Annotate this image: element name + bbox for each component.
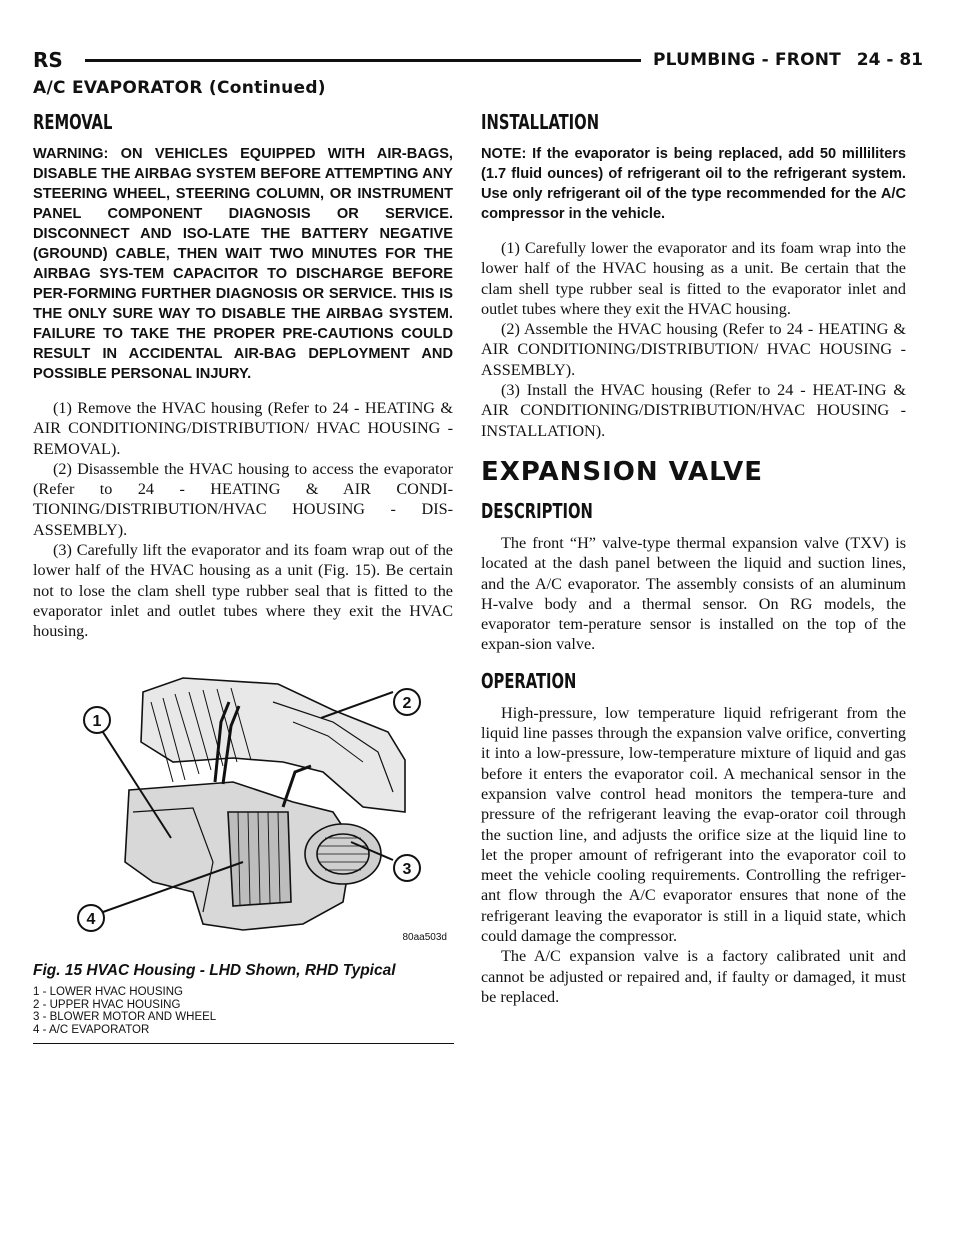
continued-title: A/C EVAPORATOR (Continued)	[33, 78, 326, 98]
removal-step-3: (3) Carefully lift the evaporator and its foam wrap out of the lower half of the HVAC housing as a unit (Fig. 15). Be certain not to lose the clam shell type rubber seal that is fitted to the evaporator inlet and outlet tubes where they exit the HVAC housing.	[33, 541, 453, 641]
legend-item: 3 - BLOWER MOTOR AND WHEEL	[33, 1011, 217, 1023]
installation-heading: INSTALLATION	[481, 110, 600, 134]
header-section-title: PLUMBING - FRONT	[653, 50, 841, 70]
installation-step-2: (2) Assemble the HVAC housing (Refer to 24 - HEATING & AIR CONDITIONING/DISTRIBUTION/ HVAC HOUSING - ASSEMBLY).	[481, 320, 906, 379]
hvac-housing-figure	[33, 662, 453, 944]
page-header	[33, 44, 929, 74]
legend-item: 1 - LOWER HVAC HOUSING	[33, 986, 183, 998]
removal-step-1: (1) Remove the HVAC housing (Refer to 24 - HEATING & AIR CONDITIONING/DISTRIBUTION/ HVAC HOUSING - REMOVAL).	[33, 399, 453, 458]
figure-code: 80aa503d	[402, 932, 447, 943]
operation-heading: OPERATION	[481, 668, 577, 693]
oil-note: NOTE: If the evaporator is being replaced, add 50 milliliters (1.7 fluid ounces) of refrigerant oil to the refrigerant system. Use only refrigerant oil of the type recommended for the A/C compressor in the vehicle.	[481, 146, 906, 222]
removal-heading: REMOVAL	[33, 110, 113, 134]
figure-caption: Fig. 15 HVAC Housing - LHD Shown, RHD Typical	[33, 962, 396, 979]
left-column	[33, 110, 453, 642]
installation-step-1: (1) Carefully lower the evaporator and its foam wrap into the lower half of the HVAC housing as a unit. Be certain that the clam shell type rubber seal is fitted to the evaporator inlet and outlet tubes where they exit the HVAC housing.	[481, 239, 906, 318]
right-column	[481, 110, 906, 1007]
callout-4: 4	[86, 911, 96, 928]
description-heading: DESCRIPTION	[481, 498, 593, 523]
header-page-number: 24 - 81	[856, 50, 923, 70]
operation-text-2: The A/C expansion valve is a factory calibrated unit and cannot be adjusted or repaired and, if faulty or damaged, it must be replaced.	[481, 947, 906, 1006]
header-manual-code: RS	[33, 48, 63, 72]
legend-item: 4 - A/C EVAPORATOR	[33, 1023, 150, 1036]
figure-rule	[33, 1043, 454, 1044]
header-rule	[85, 59, 641, 62]
expansion-valve-title: EXPANSION VALVE	[481, 456, 764, 487]
airbag-warning: WARNING: ON VEHICLES EQUIPPED WITH AIR-BAGS, DISABLE THE AIRBAG SYSTEM BEFORE ATTEMPTING ANY STEERING WHEEL, STEERING COLUMN, OR INSTRUMENT PANEL COMPONENT DIAGNOSIS OR SERVICE. DISCONNECT AND ISO-LATE THE BATTERY NEGATIVE (GROUND) CABLE, THEN WAIT TWO MINUTES FOR THE AIRBAG SYS-TEM CAPACITOR TO DISCHARGE BEFORE PER-FORMING FURTHER DIAGNOSIS OR SERVICE. THIS IS THE ONLY SURE WAY TO DISABLE THE AIRBAG SYSTEM. FAILURE TO TAKE THE PROPER PRE-CAUTIONS COULD RESULT IN ACCIDENTAL AIR-BAG DEPLOYMENT AND POSSIBLE PERSONAL INJURY.	[33, 146, 453, 382]
callout-3: 3	[402, 861, 412, 878]
callout-1: 1	[92, 713, 102, 730]
hvac-housing-illustration	[33, 662, 453, 944]
figure-legend	[33, 986, 216, 1036]
removal-step-2: (2) Disassemble the HVAC housing to access the evaporator (Refer to 24 - HEATING & AIR CONDI-TIONING/DISTRIBUTION/HVAC HOUSING - DIS-ASSEMBLY).	[33, 459, 453, 539]
operation-text: High-pressure, low temperature liquid refrigerant from the liquid line passes through the expansion valve orifice, converting it into a low-pressure, low-temperature mixture of liquid and gas before it enters the evaporator coil. A mechanical sensor in the expansion valve control head monitors the tempera-ture and pressure of the refrigerant leaving the evap-orator coil through the suction line, and adjusts the orifice size at the liquid line to let the proper amount of refrigerant into the evaporator coil to meet the vehicle cooling requirements. Controlling the refriger-ant flow through the A/C evaporator ensures that none of the refrigerant leaving the evaporator is still in a liquid state, which could damage the compressor.	[481, 703, 906, 946]
legend-item: 2 - UPPER HVAC HOUSING	[33, 998, 181, 1011]
description-text: The front “H” valve-type thermal expansion valve (TXV) is located at the dash panel between the liquid and suction lines, and the A/C evaporator. The assembly consists of an aluminum H-valve body and a thermal sensor. On RG models, the evaporator tem-perature sensor is installed on the top of the expan-sion valve.	[481, 533, 906, 654]
callout-2: 2	[402, 695, 412, 712]
installation-step-3: (3) Install the HVAC housing (Refer to 24 - HEAT-ING & AIR CONDITIONING/DISTRIBUTION/HVAC HOUSING - INSTALLATION).	[481, 381, 906, 440]
